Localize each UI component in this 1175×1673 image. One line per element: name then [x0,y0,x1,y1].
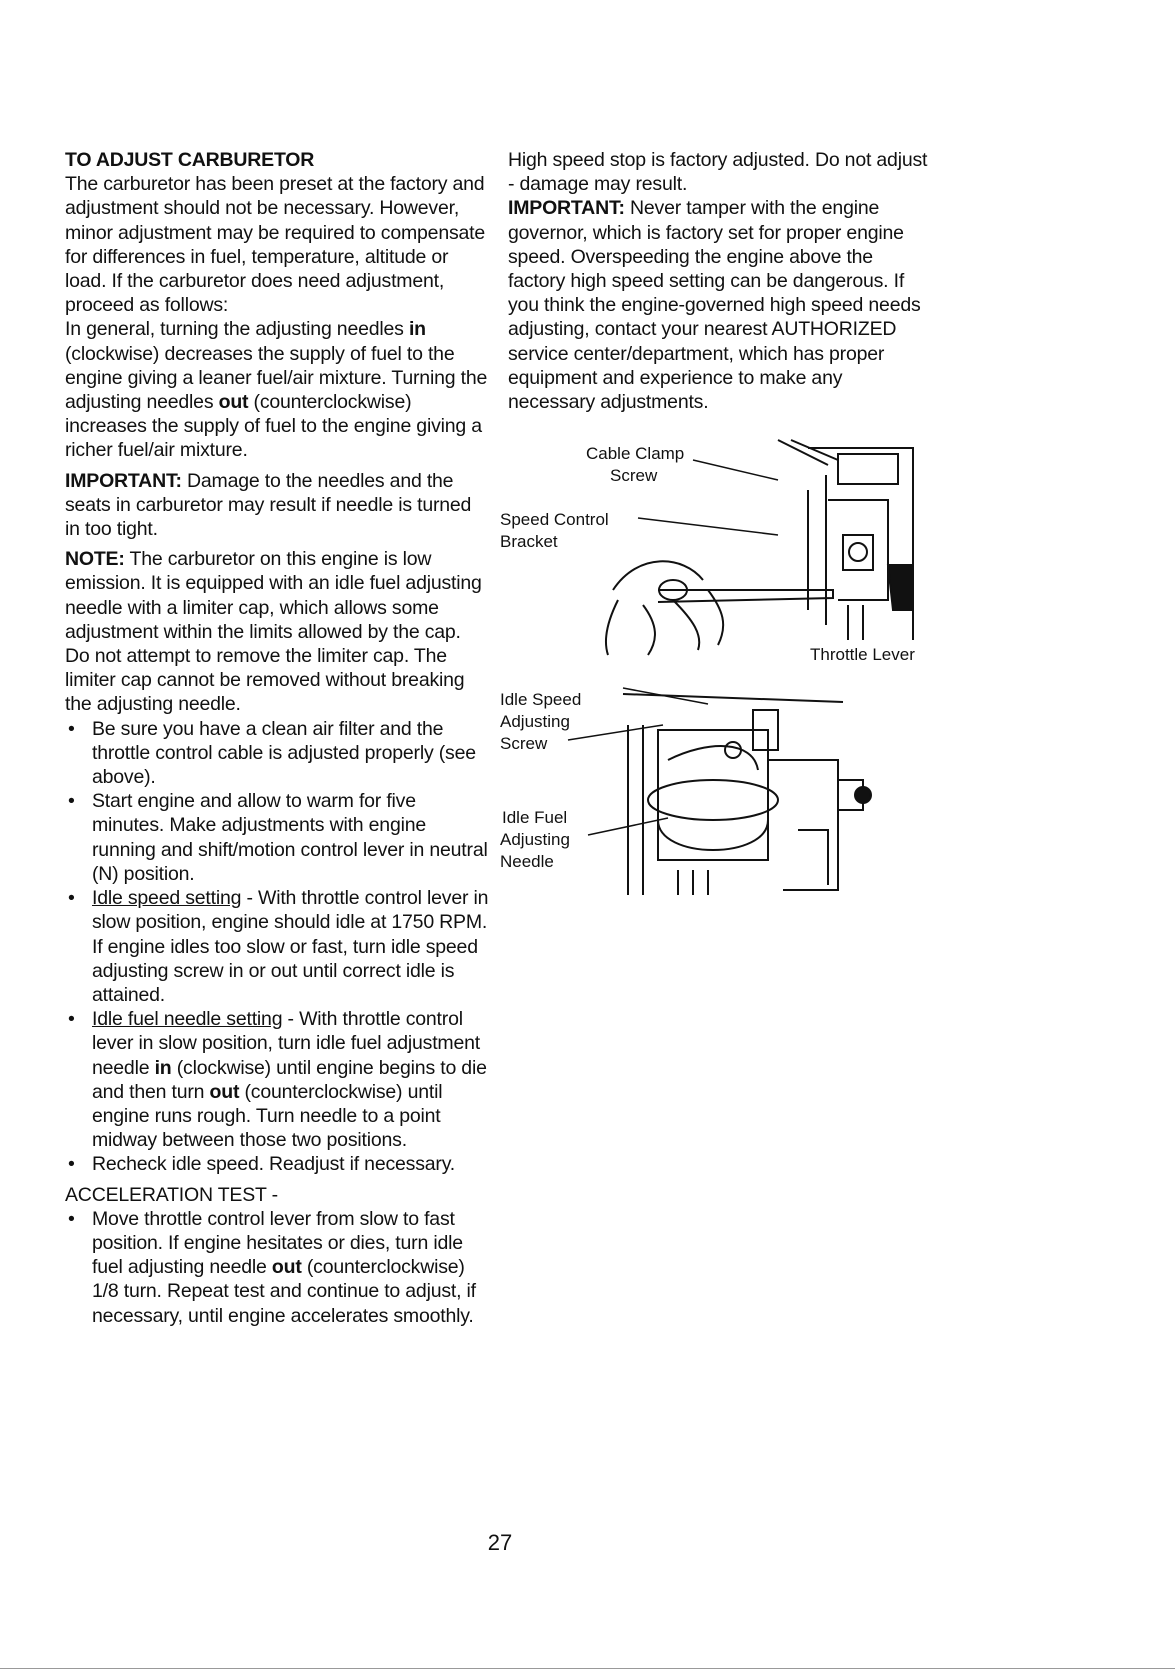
list-item: • Recheck idle speed. Readjust if necessary. [65,1152,490,1176]
adjustment-steps-list [65,717,490,1177]
carburetor-drawing [623,694,871,895]
intro-paragraph: The carburetor has been preset at the factory and adjustment should not be necessary. However, minor adjustment may be required to compensate for differences in fuel, temperature, altitude or load. If the carburetor does need adjustment, proceed as follows: [65,173,486,317]
list-item: • Move throttle control lever from slow to fast position. If engine hesitates or dies, turn idle fuel adjusting needle out (counterclockwise) 1/8 turn. Repeat test and continue to adjust, if necessary, until engine accelerates smoothly. [65,1207,490,1328]
list-item: • Be sure you have a clean air filter and the throttle control cable is adjusted properly (see above). [65,717,490,790]
idle-speed-label: Idle Speed [500,690,582,709]
speed-control-label: Speed Control [500,510,609,529]
cable-clamp-screw-label: Screw [610,466,658,485]
idle-fuel-adjusting-label: Adjusting [500,830,570,849]
throttle-lever-label: Throttle Lever [810,645,915,664]
left-column [65,148,490,1328]
right-column [508,148,928,414]
idle-speed-screw-label: Screw [500,734,548,753]
high-speed-paragraph: High speed stop is factory adjusted. Do not adjust - damage may result. [508,149,928,196]
general-paragraph: In general, turning the adjusting needles in (clockwise) decreases the supply of fuel to the engine giving a leaner fuel/air mixture. Turning the adjusting needles out (counterclockwise) increases the supply of fuel to the engine giving a richer fuel/air mixture. [65,318,488,462]
list-item: • Start engine and allow to warm for five minutes. Make adjustments with engine running and shift/motion control lever in neutral (N) position. [65,789,490,886]
idle-fuel-needle-setting-title: Idle fuel needle setting [92,1008,283,1031]
cable-clamp-label: Cable Clamp [586,444,685,463]
note-paragraph: NOTE: The carburetor on this engine is low emission. It is equipped with an idle fuel adjusting needle with a limiter cap, which allows some adjustment within the limits allowed by the cap. Do not attempt to remove the limiter cap. The limiter cap cannot be removed without breaking the adjusting needle. [65,548,482,716]
list-item: • Idle speed setting - With throttle control lever in slow position, engine should idle at 1750 RPM. If engine idles too slow or fast, turn idle speed adjusting screw in or out until correct idle is attained. [65,886,490,1007]
lower-leader-lines [568,688,708,835]
acceleration-steps-list [65,1207,490,1328]
governor-important-paragraph: IMPORTANT: Never tamper with the engine governor, which is factory set for proper engine speed. Overspeeding the engine above the factory high speed setting can be dangerous. If you think the engine-governed high speed needs adjusting, contact your nearest AUTHORIZED service center/department, which has proper equipment and experience to make any necessary adjustments. [508,197,921,414]
carburetor-illustration [500,440,928,940]
scan-edge-divider [0,1668,1175,1669]
idle-speed-setting-title: Idle speed setting [92,887,242,910]
idle-fuel-label: Idle Fuel [502,808,568,827]
page-number: 27 [487,1530,513,1555]
list-item: • Idle fuel needle setting - With throttle control lever in slow position, turn idle fuel adjustment needle in (clockwise) until engine begins to die and then turn out (counterclockwise) until engine runs rough. Turn needle to a point midway between those two positions. [65,1007,490,1152]
section-heading: TO ADJUST CARBURETOR [65,149,315,171]
idle-fuel-needle-label: Needle [500,852,554,871]
idle-speed-adjusting-label: Adjusting [500,712,570,731]
speed-control-bracket-label: Bracket [500,532,558,551]
upper-leader-lines [638,460,778,535]
acceleration-test-heading: ACCELERATION TEST - [65,1183,278,1206]
important-paragraph: IMPORTANT: Damage to the needles and the seats in carburetor may result if needle is turned in too tight. [65,469,472,541]
